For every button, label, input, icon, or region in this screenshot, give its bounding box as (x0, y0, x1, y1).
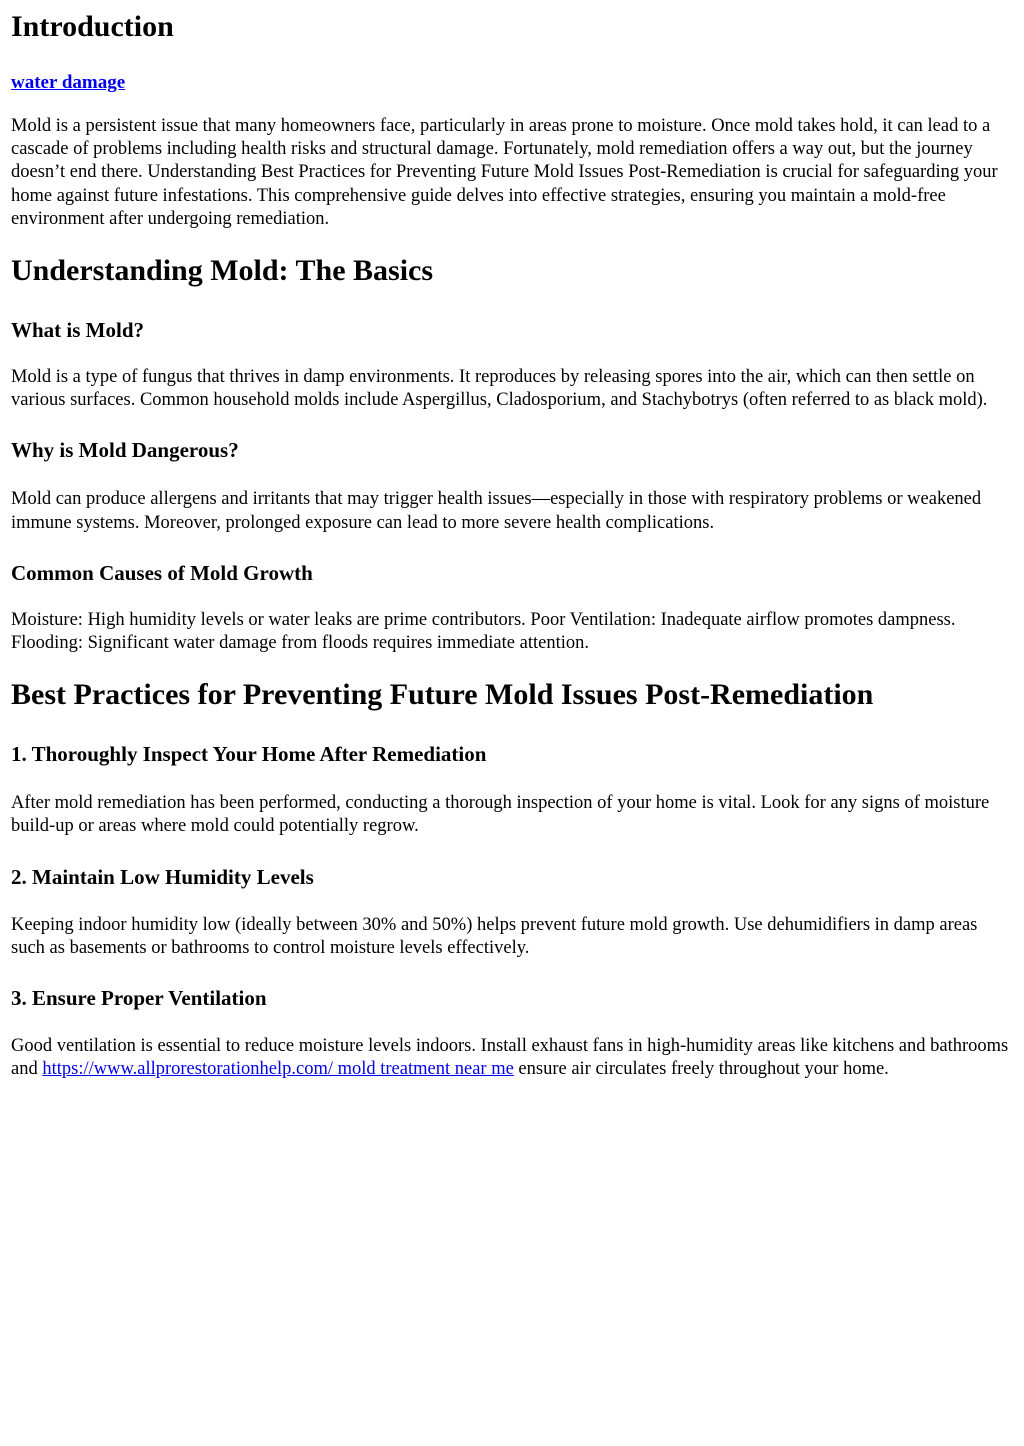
paragraph-proper-ventilation (11, 1035, 1013, 1081)
paragraph-why-dangerous: Mold can produce allergens and irritants that may trigger health issues—especially in those with respiratory problems or weakened immune systems. Moreover, prolonged exposure can lead to more severe health complications. (11, 489, 982, 533)
ventilation-text-after: ensure air circulates freely throughout your home. (513, 1059, 889, 1080)
heading-introduction: Introduction (11, 10, 174, 43)
mold-treatment-link[interactable]: https://www.allprorestorationhelp.com/ mold treatment near me (42, 1059, 514, 1080)
paragraph-introduction: Mold is a persistent issue that many homeowners face, particularly in areas prone to moisture. Once mold takes hold, it can lead to a cascade of problems including health risks and structural damage. Fortunately, mold remediation offers a way out, but the journey doesn’t end there. Understanding Best Practices for Preventing Future Mold Issues Post-Remediation is crucial for safeguarding your home against future infestations. This comprehensive guide delves into effective strategies, ensuring you maintain a mold-free environment after undergoing remediation. (11, 116, 998, 229)
paragraph-what-is-mold: Mold is a type of fungus that thrives in damp environments. It reproduces by releasing spores into the air, which can then settle on various surfaces. Common household molds include Aspergillus, Cladosporium, and Stachybotrys (often referred to as black mold). (11, 367, 988, 411)
heading-best-practices: Best Practices for Preventing Future Mold Issues Post-Remediation (11, 678, 874, 712)
water-damage-link[interactable]: water damage (11, 72, 126, 93)
paragraph-inspect-home: After mold remediation has been performed, conducting a thorough inspection of your home is vital. Look for any signs of moisture build-up or areas where mold could potentially regrow. (11, 793, 990, 837)
heading-why-dangerous: Why is Mold Dangerous? (11, 438, 239, 463)
heading-what-is-mold: What is Mold? (11, 318, 145, 343)
ventilation-text-before: Good ventilation is essential to reduce moisture levels indoors. Install exhaust fans in high-humidity areas like kitchens and bathrooms and (11, 1036, 1009, 1080)
heading-inspect-home: 1. Thoroughly Inspect Your Home After Remediation (11, 742, 487, 767)
paragraph-low-humidity: Keeping indoor humidity low (ideally between 30% and 50%) helps prevent future mold growth. Use dehumidifiers in damp areas such as basements or bathrooms to control moisture levels effectively. (11, 914, 978, 958)
heading-low-humidity: 2. Maintain Low Humidity Levels (11, 864, 314, 889)
water-damage-line (11, 71, 1013, 95)
heading-common-causes: Common Causes of Mold Growth (11, 560, 313, 585)
heading-understanding-mold: Understanding Mold: The Basics (11, 254, 434, 288)
heading-proper-ventilation: 3. Ensure Proper Ventilation (11, 986, 267, 1011)
paragraph-common-causes: Moisture: High humidity levels or water leaks are prime contributors. Poor Ventilation: Inadequate airflow promotes dampness. Flooding: Significant water damage from floods requires immediate attention. (11, 609, 956, 654)
